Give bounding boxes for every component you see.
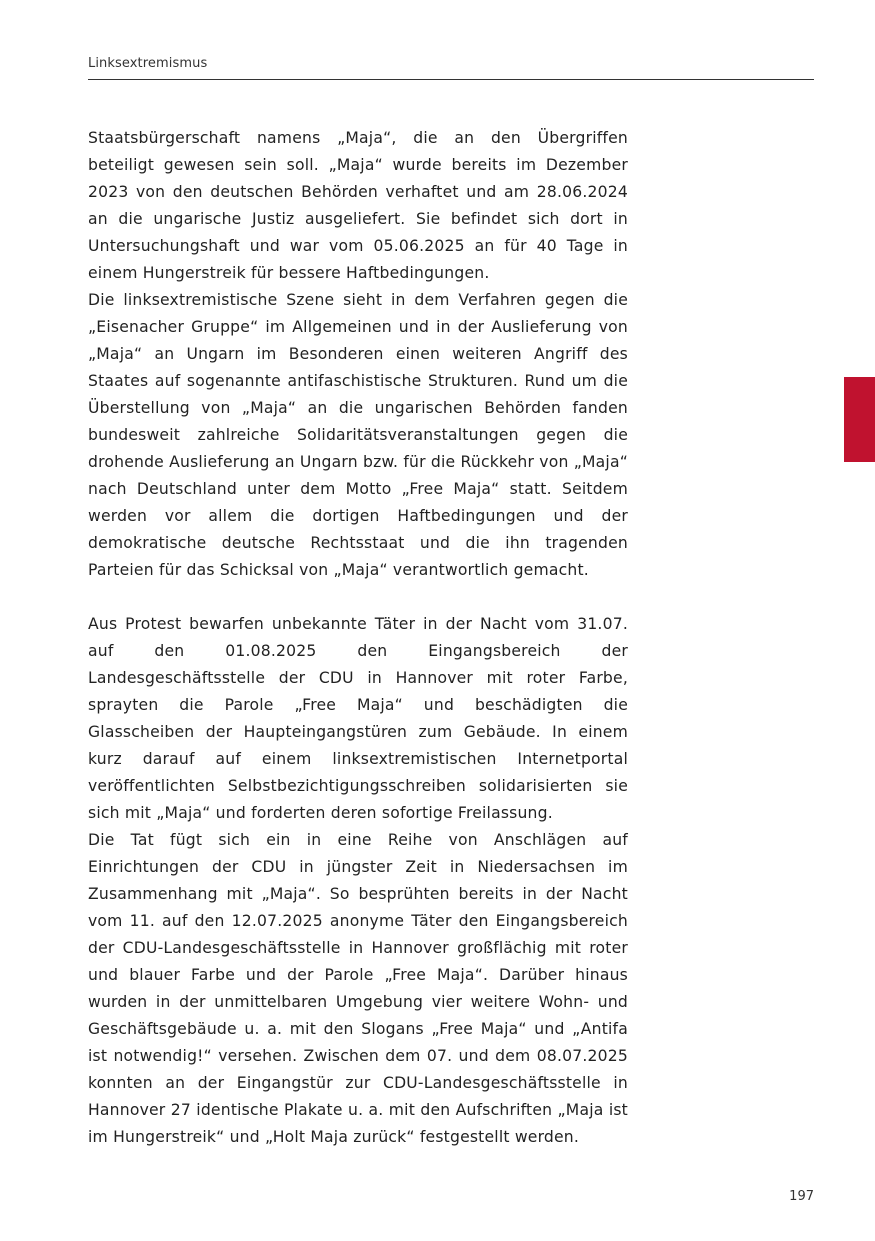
paragraph-2: Die linksextremistische Szene sieht in dem Verfahren gegen die „Eisenacher Gruppe“ im Allgemeinen und in der Auslieferung von „Maja“ an Ungarn im Besonderen einen weiteren Angriff des Staates auf sogenannte antifaschistische Strukturen. Rund um die Überstellung von „Maja“ an die ungarischen Behörden fanden bundesweit zahlreiche Solidaritätsveranstaltungen gegen die drohende Auslieferung an Ungarn bzw. für die Rückkehr von „Maja“ nach Deutschland unter dem Motto „Free Maja“ statt. Seitdem werden vor allem die dortigen Haftbedingungen und der demokratische deutsche Rechtsstaat und die ihn tragenden Parteien für das Schicksal von „Maja“ verantwortlich gemacht.	[88, 291, 628, 579]
paragraph-4: Die Tat fügt sich ein in eine Reihe von Anschlägen auf Einrichtungen der CDU in jüngster Zeit in Niedersachsen im Zusammenhang mit „Maja“. So besprühten bereits in der Nacht vom 11. auf den 12.07.2025 anonyme Täter den Eingangsbereich der CDU-Landesgeschäftsstelle in Hannover großflächig mit roter und blauer Farbe und der Parole „Free Maja“. Darüber hinaus wurden in der unmittelbaren Umgebung vier weitere Wohn- und Geschäftsgebäude u. a. mit den Slogans „Free Maja“ und „Antifa ist notwendig!“ versehen. Zwischen dem 07. und dem 08.07.2025 konnten an der Eingangstür zur CDU-Landesgeschäftsstelle in Hannover 27 identische Plakate u. a. mit den Aufschriften „Maja ist im Hungerstreik“ und „Holt Maja zurück“ festgestellt werden.	[88, 831, 628, 1146]
header-rule	[88, 79, 814, 80]
page-number: 197	[789, 1189, 814, 1204]
running-header: Linksextremismus	[88, 56, 208, 71]
body-text	[88, 125, 628, 1151]
chapter-tab-marker	[844, 377, 875, 462]
paragraph-3: Aus Protest bewarfen unbekannte Täter in der Nacht vom 31.07. auf den 01.08.2025 den Eingangsbereich der Landesgeschäftsstelle der CDU in Hannover mit roter Farbe, sprayten die Parole „Free Maja“ und beschädigten die Glasscheiben der Haupteingangstüren zum Gebäude. In einem kurz darauf auf einem linksextremistischen Internetportal veröffentlichten Selbstbezichtigungsschreiben solidarisierten sie sich mit „Maja“ und forderten deren sofortige Freilassung.	[88, 615, 628, 822]
paragraph-1: Staatsbürgerschaft namens „Maja“, die an den Übergriffen beteiligt gewesen sein soll. „Maja“ wurde bereits im Dezember 2023 von den deutschen Behörden verhaftet und am 28.06.2024 an die ungarische Justiz ausgeliefert. Sie befindet sich dort in Untersuchungshaft und war vom 05.06.2025 an für 40 Tage in einem Hungerstreik für bessere Haftbedingungen.	[88, 129, 628, 282]
